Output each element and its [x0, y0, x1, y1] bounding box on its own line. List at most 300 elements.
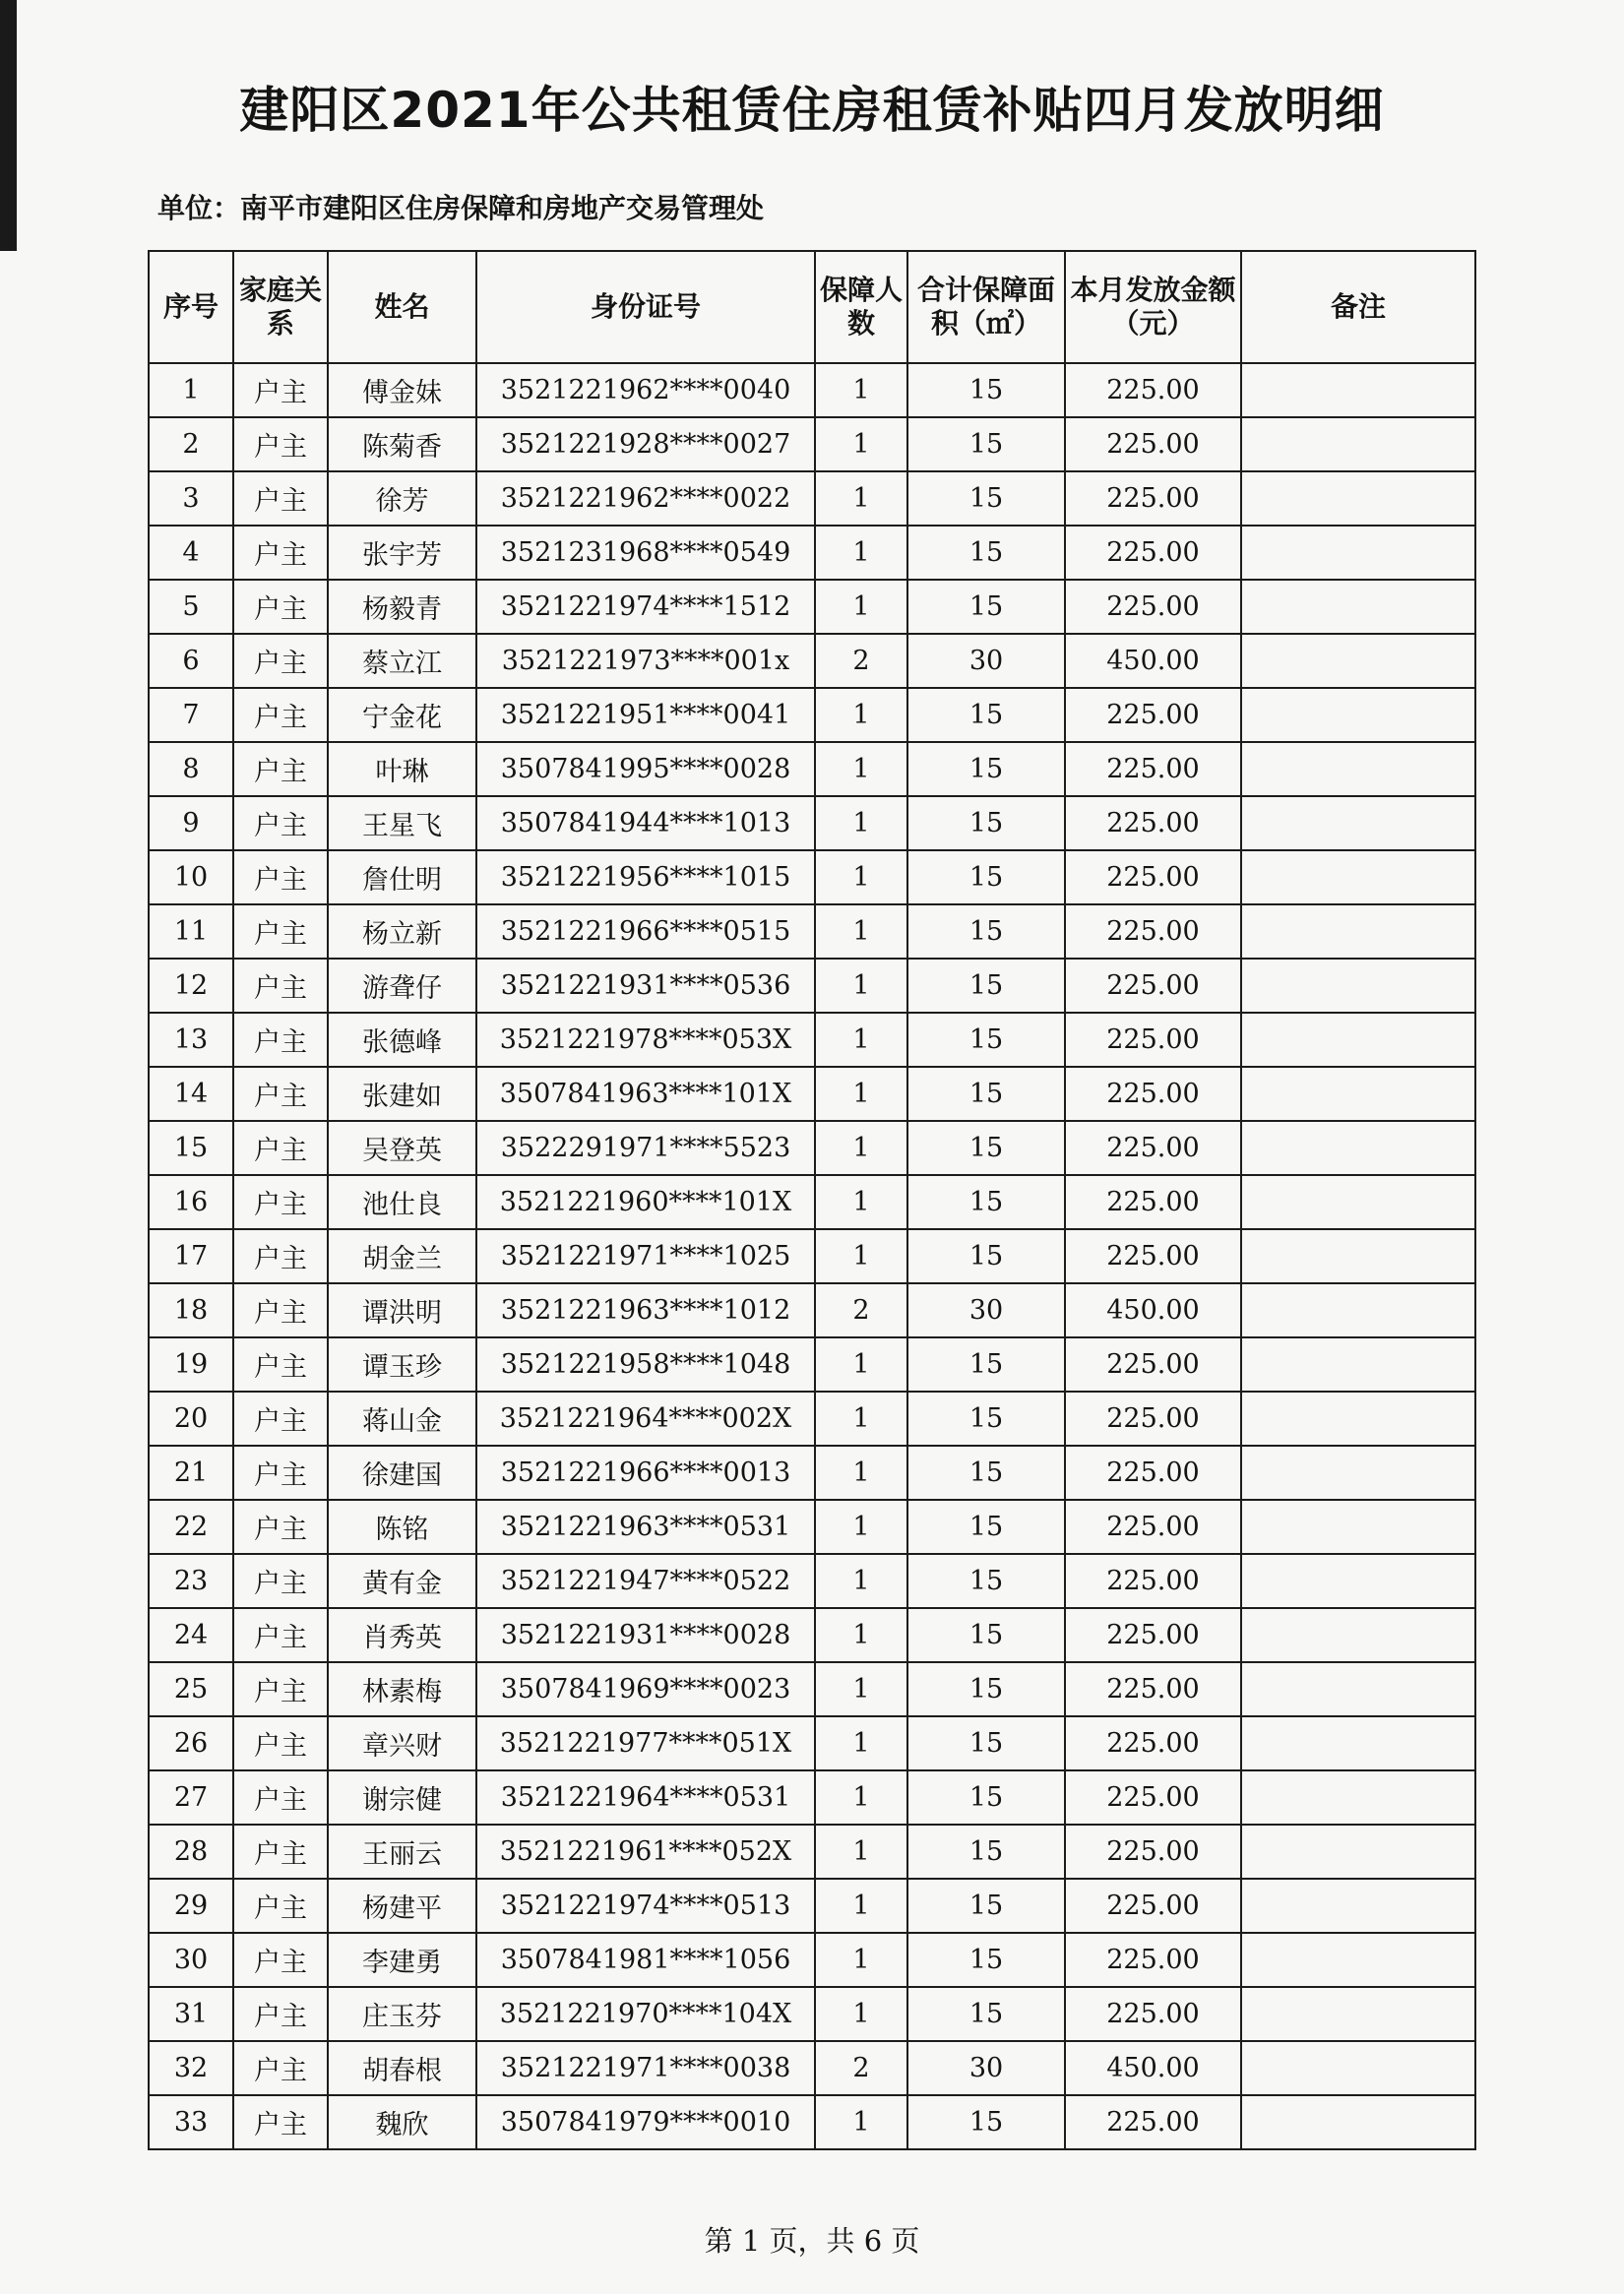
table-row [149, 1392, 1475, 1446]
cell-index: 28 [149, 1825, 233, 1879]
cell-relation: 户主 [233, 1337, 328, 1392]
header-persons: 保障人数 [815, 251, 907, 363]
cell-remarks [1241, 1554, 1475, 1608]
cell-persons: 1 [815, 1716, 907, 1770]
table-row [149, 742, 1475, 796]
cell-area: 15 [907, 1121, 1065, 1175]
cell-amount: 225.00 [1065, 2095, 1241, 2149]
cell-relation: 户主 [233, 796, 328, 850]
cell-area: 15 [907, 363, 1065, 417]
table-row [149, 904, 1475, 959]
cell-area: 15 [907, 1825, 1065, 1879]
cell-id-number: 3521221931****0536 [476, 959, 815, 1013]
cell-name: 陈铭 [328, 1500, 476, 1554]
cell-relation: 户主 [233, 2095, 328, 2149]
table-row [149, 1554, 1475, 1608]
cell-name: 张建如 [328, 1067, 476, 1121]
table-row [149, 526, 1475, 580]
cell-area: 15 [907, 1446, 1065, 1500]
cell-relation: 户主 [233, 1987, 328, 2041]
cell-index: 11 [149, 904, 233, 959]
cell-area: 15 [907, 526, 1065, 580]
cell-relation: 户主 [233, 2041, 328, 2095]
cell-remarks [1241, 2095, 1475, 2149]
cell-amount: 225.00 [1065, 796, 1241, 850]
cell-amount: 225.00 [1065, 580, 1241, 634]
cell-remarks [1241, 471, 1475, 526]
issuing-unit: 单位：南平市建阳区住房保障和房地产交易管理处 [157, 192, 765, 224]
table-row [149, 580, 1475, 634]
table-row [149, 688, 1475, 742]
cell-id-number: 3507841944****1013 [476, 796, 815, 850]
cell-index: 23 [149, 1554, 233, 1608]
table-row [149, 1770, 1475, 1825]
cell-remarks [1241, 1987, 1475, 2041]
cell-id-number: 3521221971****0038 [476, 2041, 815, 2095]
cell-relation: 户主 [233, 1121, 328, 1175]
cell-amount: 225.00 [1065, 1608, 1241, 1662]
cell-index: 31 [149, 1987, 233, 2041]
cell-index: 14 [149, 1067, 233, 1121]
cell-relation: 户主 [233, 1392, 328, 1446]
table-row [149, 1987, 1475, 2041]
cell-persons: 1 [815, 2095, 907, 2149]
cell-relation: 户主 [233, 1229, 328, 1283]
cell-remarks [1241, 1879, 1475, 1933]
cell-relation: 户主 [233, 634, 328, 688]
table-row [149, 1879, 1475, 1933]
cell-remarks [1241, 688, 1475, 742]
table-row [149, 363, 1475, 417]
header-remarks: 备注 [1241, 251, 1475, 363]
cell-name: 章兴财 [328, 1716, 476, 1770]
cell-id-number: 3521221931****0028 [476, 1608, 815, 1662]
cell-id-number: 3507841969****0023 [476, 1662, 815, 1716]
cell-relation: 户主 [233, 1662, 328, 1716]
cell-persons: 1 [815, 471, 907, 526]
cell-relation: 户主 [233, 1554, 328, 1608]
cell-index: 32 [149, 2041, 233, 2095]
cell-remarks [1241, 1121, 1475, 1175]
cell-remarks [1241, 1500, 1475, 1554]
cell-id-number: 3507841979****0010 [476, 2095, 815, 2149]
cell-persons: 2 [815, 2041, 907, 2095]
cell-area: 15 [907, 959, 1065, 1013]
cell-index: 20 [149, 1392, 233, 1446]
table-row [149, 1500, 1475, 1554]
cell-index: 16 [149, 1175, 233, 1229]
cell-area: 15 [907, 742, 1065, 796]
cell-relation: 户主 [233, 1013, 328, 1067]
cell-name: 蒋山金 [328, 1392, 476, 1446]
cell-index: 18 [149, 1283, 233, 1337]
cell-index: 13 [149, 1013, 233, 1067]
cell-area: 15 [907, 1175, 1065, 1229]
cell-name: 王丽云 [328, 1825, 476, 1879]
cell-name: 张宇芳 [328, 526, 476, 580]
cell-area: 15 [907, 1554, 1065, 1608]
cell-remarks [1241, 1608, 1475, 1662]
table-row [149, 2041, 1475, 2095]
cell-index: 17 [149, 1229, 233, 1283]
cell-relation: 户主 [233, 850, 328, 904]
cell-amount: 225.00 [1065, 1662, 1241, 1716]
cell-remarks [1241, 1446, 1475, 1500]
page-footer: 第 1 页，共 6 页 [704, 2224, 920, 2258]
cell-name: 吴登英 [328, 1121, 476, 1175]
cell-index: 30 [149, 1933, 233, 1987]
cell-id-number: 3521221973****001x [476, 634, 815, 688]
cell-amount: 450.00 [1065, 2041, 1241, 2095]
cell-index: 24 [149, 1608, 233, 1662]
cell-index: 2 [149, 417, 233, 471]
cell-amount: 225.00 [1065, 1013, 1241, 1067]
cell-name: 傅金妹 [328, 363, 476, 417]
cell-id-number: 3521221947****0522 [476, 1554, 815, 1608]
cell-name: 庄玉芬 [328, 1987, 476, 2041]
cell-persons: 1 [815, 1175, 907, 1229]
cell-remarks [1241, 796, 1475, 850]
cell-remarks [1241, 2041, 1475, 2095]
cell-relation: 户主 [233, 526, 328, 580]
cell-relation: 户主 [233, 1770, 328, 1825]
cell-persons: 1 [815, 1608, 907, 1662]
cell-area: 15 [907, 1879, 1065, 1933]
cell-name: 徐建国 [328, 1446, 476, 1500]
table-row [149, 1446, 1475, 1500]
cell-persons: 1 [815, 1337, 907, 1392]
table-row [149, 850, 1475, 904]
cell-id-number: 3521221962****0040 [476, 363, 815, 417]
cell-remarks [1241, 634, 1475, 688]
cell-index: 5 [149, 580, 233, 634]
cell-id-number: 3521221928****0027 [476, 417, 815, 471]
cell-area: 15 [907, 1392, 1065, 1446]
cell-index: 10 [149, 850, 233, 904]
table-row [149, 1933, 1475, 1987]
cell-name: 肖秀英 [328, 1608, 476, 1662]
cell-amount: 225.00 [1065, 904, 1241, 959]
table-row [149, 471, 1475, 526]
cell-persons: 1 [815, 1933, 907, 1987]
cell-name: 魏欣 [328, 2095, 476, 2149]
cell-index: 25 [149, 1662, 233, 1716]
cell-id-number: 3507841963****101X [476, 1067, 815, 1121]
cell-remarks [1241, 1825, 1475, 1879]
cell-area: 15 [907, 1770, 1065, 1825]
cell-persons: 2 [815, 1283, 907, 1337]
cell-amount: 450.00 [1065, 1283, 1241, 1337]
cell-id-number: 3521221978****053X [476, 1013, 815, 1067]
cell-amount: 225.00 [1065, 1229, 1241, 1283]
cell-persons: 1 [815, 850, 907, 904]
cell-index: 1 [149, 363, 233, 417]
cell-remarks [1241, 1067, 1475, 1121]
table-row [149, 1662, 1475, 1716]
cell-amount: 225.00 [1065, 1825, 1241, 1879]
table-row [149, 1283, 1475, 1337]
cell-id-number: 3521221964****0531 [476, 1770, 815, 1825]
cell-remarks [1241, 742, 1475, 796]
cell-index: 15 [149, 1121, 233, 1175]
cell-name: 胡金兰 [328, 1229, 476, 1283]
cell-amount: 225.00 [1065, 688, 1241, 742]
cell-persons: 1 [815, 1879, 907, 1933]
header-index: 序号 [149, 251, 233, 363]
cell-persons: 1 [815, 742, 907, 796]
cell-name: 杨建平 [328, 1879, 476, 1933]
cell-area: 15 [907, 1229, 1065, 1283]
cell-area: 15 [907, 471, 1065, 526]
cell-remarks [1241, 526, 1475, 580]
cell-persons: 1 [815, 526, 907, 580]
header-area: 合计保障面积（㎡） [907, 251, 1065, 363]
cell-name: 李建勇 [328, 1933, 476, 1987]
cell-name: 陈菊香 [328, 417, 476, 471]
cell-id-number: 3507841981****1056 [476, 1933, 815, 1987]
cell-area: 15 [907, 580, 1065, 634]
table-row [149, 1337, 1475, 1392]
cell-id-number: 3521221958****1048 [476, 1337, 815, 1392]
cell-relation: 户主 [233, 1879, 328, 1933]
cell-relation: 户主 [233, 1500, 328, 1554]
cell-name: 谭玉珍 [328, 1337, 476, 1392]
document-title: 建阳区2021年公共租赁住房租赁补贴四月发放明细 [239, 82, 1385, 139]
cell-amount: 225.00 [1065, 1879, 1241, 1933]
cell-name: 黄有金 [328, 1554, 476, 1608]
cell-amount: 225.00 [1065, 850, 1241, 904]
cell-id-number: 3521221974****1512 [476, 580, 815, 634]
cell-index: 7 [149, 688, 233, 742]
cell-relation: 户主 [233, 1716, 328, 1770]
table-header-row [149, 251, 1475, 363]
cell-index: 9 [149, 796, 233, 850]
cell-remarks [1241, 959, 1475, 1013]
cell-relation: 户主 [233, 1283, 328, 1337]
cell-amount: 225.00 [1065, 1175, 1241, 1229]
cell-relation: 户主 [233, 742, 328, 796]
cell-index: 33 [149, 2095, 233, 2149]
cell-remarks [1241, 1933, 1475, 1987]
cell-remarks [1241, 1716, 1475, 1770]
table-row [149, 1175, 1475, 1229]
cell-remarks [1241, 580, 1475, 634]
cell-amount: 225.00 [1065, 1554, 1241, 1608]
cell-amount: 225.00 [1065, 417, 1241, 471]
cell-area: 15 [907, 1013, 1065, 1067]
table-row [149, 634, 1475, 688]
cell-relation: 户主 [233, 580, 328, 634]
cell-area: 15 [907, 1067, 1065, 1121]
cell-name: 王星飞 [328, 796, 476, 850]
cell-id-number: 3521221977****051X [476, 1716, 815, 1770]
cell-amount: 225.00 [1065, 526, 1241, 580]
cell-persons: 1 [815, 1229, 907, 1283]
cell-area: 15 [907, 417, 1065, 471]
cell-persons: 1 [815, 1662, 907, 1716]
cell-id-number: 3521221956****1015 [476, 850, 815, 904]
table-row [149, 1013, 1475, 1067]
cell-name: 谢宗健 [328, 1770, 476, 1825]
cell-amount: 225.00 [1065, 742, 1241, 796]
cell-amount: 225.00 [1065, 1770, 1241, 1825]
cell-index: 3 [149, 471, 233, 526]
table-row [149, 796, 1475, 850]
cell-id-number: 3521221963****1012 [476, 1283, 815, 1337]
cell-id-number: 3521221963****0531 [476, 1500, 815, 1554]
cell-relation: 户主 [233, 1175, 328, 1229]
cell-remarks [1241, 1770, 1475, 1825]
cell-area: 15 [907, 1987, 1065, 2041]
cell-persons: 1 [815, 1987, 907, 2041]
table-row [149, 417, 1475, 471]
cell-id-number: 3521221966****0515 [476, 904, 815, 959]
cell-area: 15 [907, 1933, 1065, 1987]
cell-id-number: 3521221970****104X [476, 1987, 815, 2041]
cell-amount: 225.00 [1065, 1337, 1241, 1392]
cell-remarks [1241, 1337, 1475, 1392]
cell-id-number: 3507841995****0028 [476, 742, 815, 796]
cell-name: 谭洪明 [328, 1283, 476, 1337]
cell-persons: 1 [815, 1500, 907, 1554]
table-row [149, 1229, 1475, 1283]
cell-area: 15 [907, 904, 1065, 959]
cell-area: 15 [907, 688, 1065, 742]
cell-amount: 225.00 [1065, 363, 1241, 417]
cell-id-number: 3521221962****0022 [476, 471, 815, 526]
cell-persons: 1 [815, 959, 907, 1013]
cell-remarks [1241, 1392, 1475, 1446]
header-relation: 家庭关系 [233, 251, 328, 363]
cell-area: 30 [907, 1283, 1065, 1337]
cell-index: 6 [149, 634, 233, 688]
cell-area: 15 [907, 1662, 1065, 1716]
cell-name: 游聋仔 [328, 959, 476, 1013]
table-row [149, 1825, 1475, 1879]
cell-remarks [1241, 904, 1475, 959]
table-row [149, 959, 1475, 1013]
cell-remarks [1241, 1283, 1475, 1337]
cell-amount: 225.00 [1065, 1716, 1241, 1770]
cell-remarks [1241, 1175, 1475, 1229]
header-id-number: 身份证号 [476, 251, 815, 363]
cell-persons: 1 [815, 796, 907, 850]
cell-relation: 户主 [233, 904, 328, 959]
cell-area: 15 [907, 1337, 1065, 1392]
cell-name: 宁金花 [328, 688, 476, 742]
cell-index: 12 [149, 959, 233, 1013]
table-row [149, 1608, 1475, 1662]
table-body [149, 363, 1475, 2149]
cell-index: 19 [149, 1337, 233, 1392]
cell-name: 蔡立江 [328, 634, 476, 688]
cell-persons: 1 [815, 1013, 907, 1067]
cell-remarks [1241, 417, 1475, 471]
cell-amount: 225.00 [1065, 1500, 1241, 1554]
cell-relation: 户主 [233, 688, 328, 742]
subsidy-table [148, 250, 1476, 2150]
cell-amount: 225.00 [1065, 1446, 1241, 1500]
cell-amount: 225.00 [1065, 1121, 1241, 1175]
header-amount: 本月发放金额（元） [1065, 251, 1241, 363]
cell-persons: 1 [815, 1446, 907, 1500]
cell-id-number: 3522291971****5523 [476, 1121, 815, 1175]
cell-persons: 1 [815, 1392, 907, 1446]
cell-area: 15 [907, 1716, 1065, 1770]
cell-index: 4 [149, 526, 233, 580]
cell-amount: 225.00 [1065, 1933, 1241, 1987]
cell-area: 15 [907, 850, 1065, 904]
cell-amount: 450.00 [1065, 634, 1241, 688]
cell-name: 张德峰 [328, 1013, 476, 1067]
cell-persons: 1 [815, 363, 907, 417]
cell-name: 池仕良 [328, 1175, 476, 1229]
cell-area: 15 [907, 796, 1065, 850]
cell-id-number: 3521221960****101X [476, 1175, 815, 1229]
cell-index: 21 [149, 1446, 233, 1500]
cell-index: 26 [149, 1716, 233, 1770]
cell-relation: 户主 [233, 471, 328, 526]
cell-persons: 1 [815, 1825, 907, 1879]
cell-remarks [1241, 1229, 1475, 1283]
table-row [149, 1067, 1475, 1121]
cell-id-number: 3521231968****0549 [476, 526, 815, 580]
cell-remarks [1241, 1662, 1475, 1716]
cell-amount: 225.00 [1065, 471, 1241, 526]
cell-remarks [1241, 363, 1475, 417]
cell-persons: 1 [815, 1121, 907, 1175]
cell-index: 22 [149, 1500, 233, 1554]
cell-remarks [1241, 850, 1475, 904]
cell-id-number: 3521221964****002X [476, 1392, 815, 1446]
cell-id-number: 3521221974****0513 [476, 1879, 815, 1933]
cell-name: 徐芳 [328, 471, 476, 526]
cell-relation: 户主 [233, 1933, 328, 1987]
cell-persons: 1 [815, 1770, 907, 1825]
cell-id-number: 3521221971****1025 [476, 1229, 815, 1283]
cell-index: 27 [149, 1770, 233, 1825]
cell-name: 杨立新 [328, 904, 476, 959]
cell-name: 叶琳 [328, 742, 476, 796]
cell-amount: 225.00 [1065, 959, 1241, 1013]
cell-relation: 户主 [233, 1446, 328, 1500]
cell-amount: 225.00 [1065, 1067, 1241, 1121]
cell-relation: 户主 [233, 1825, 328, 1879]
cell-persons: 1 [815, 1067, 907, 1121]
cell-name: 杨毅青 [328, 580, 476, 634]
cell-area: 15 [907, 2095, 1065, 2149]
cell-remarks [1241, 1013, 1475, 1067]
table-row [149, 1121, 1475, 1175]
cell-name: 林素梅 [328, 1662, 476, 1716]
cell-area: 15 [907, 1500, 1065, 1554]
cell-persons: 1 [815, 904, 907, 959]
cell-name: 胡春根 [328, 2041, 476, 2095]
cell-index: 29 [149, 1879, 233, 1933]
cell-relation: 户主 [233, 1608, 328, 1662]
cell-relation: 户主 [233, 1067, 328, 1121]
table-row [149, 2095, 1475, 2149]
cell-id-number: 3521221961****052X [476, 1825, 815, 1879]
table-row [149, 1716, 1475, 1770]
cell-persons: 1 [815, 580, 907, 634]
cell-relation: 户主 [233, 417, 328, 471]
cell-relation: 户主 [233, 959, 328, 1013]
cell-area: 30 [907, 634, 1065, 688]
cell-persons: 2 [815, 634, 907, 688]
cell-id-number: 3521221966****0013 [476, 1446, 815, 1500]
cell-persons: 1 [815, 417, 907, 471]
